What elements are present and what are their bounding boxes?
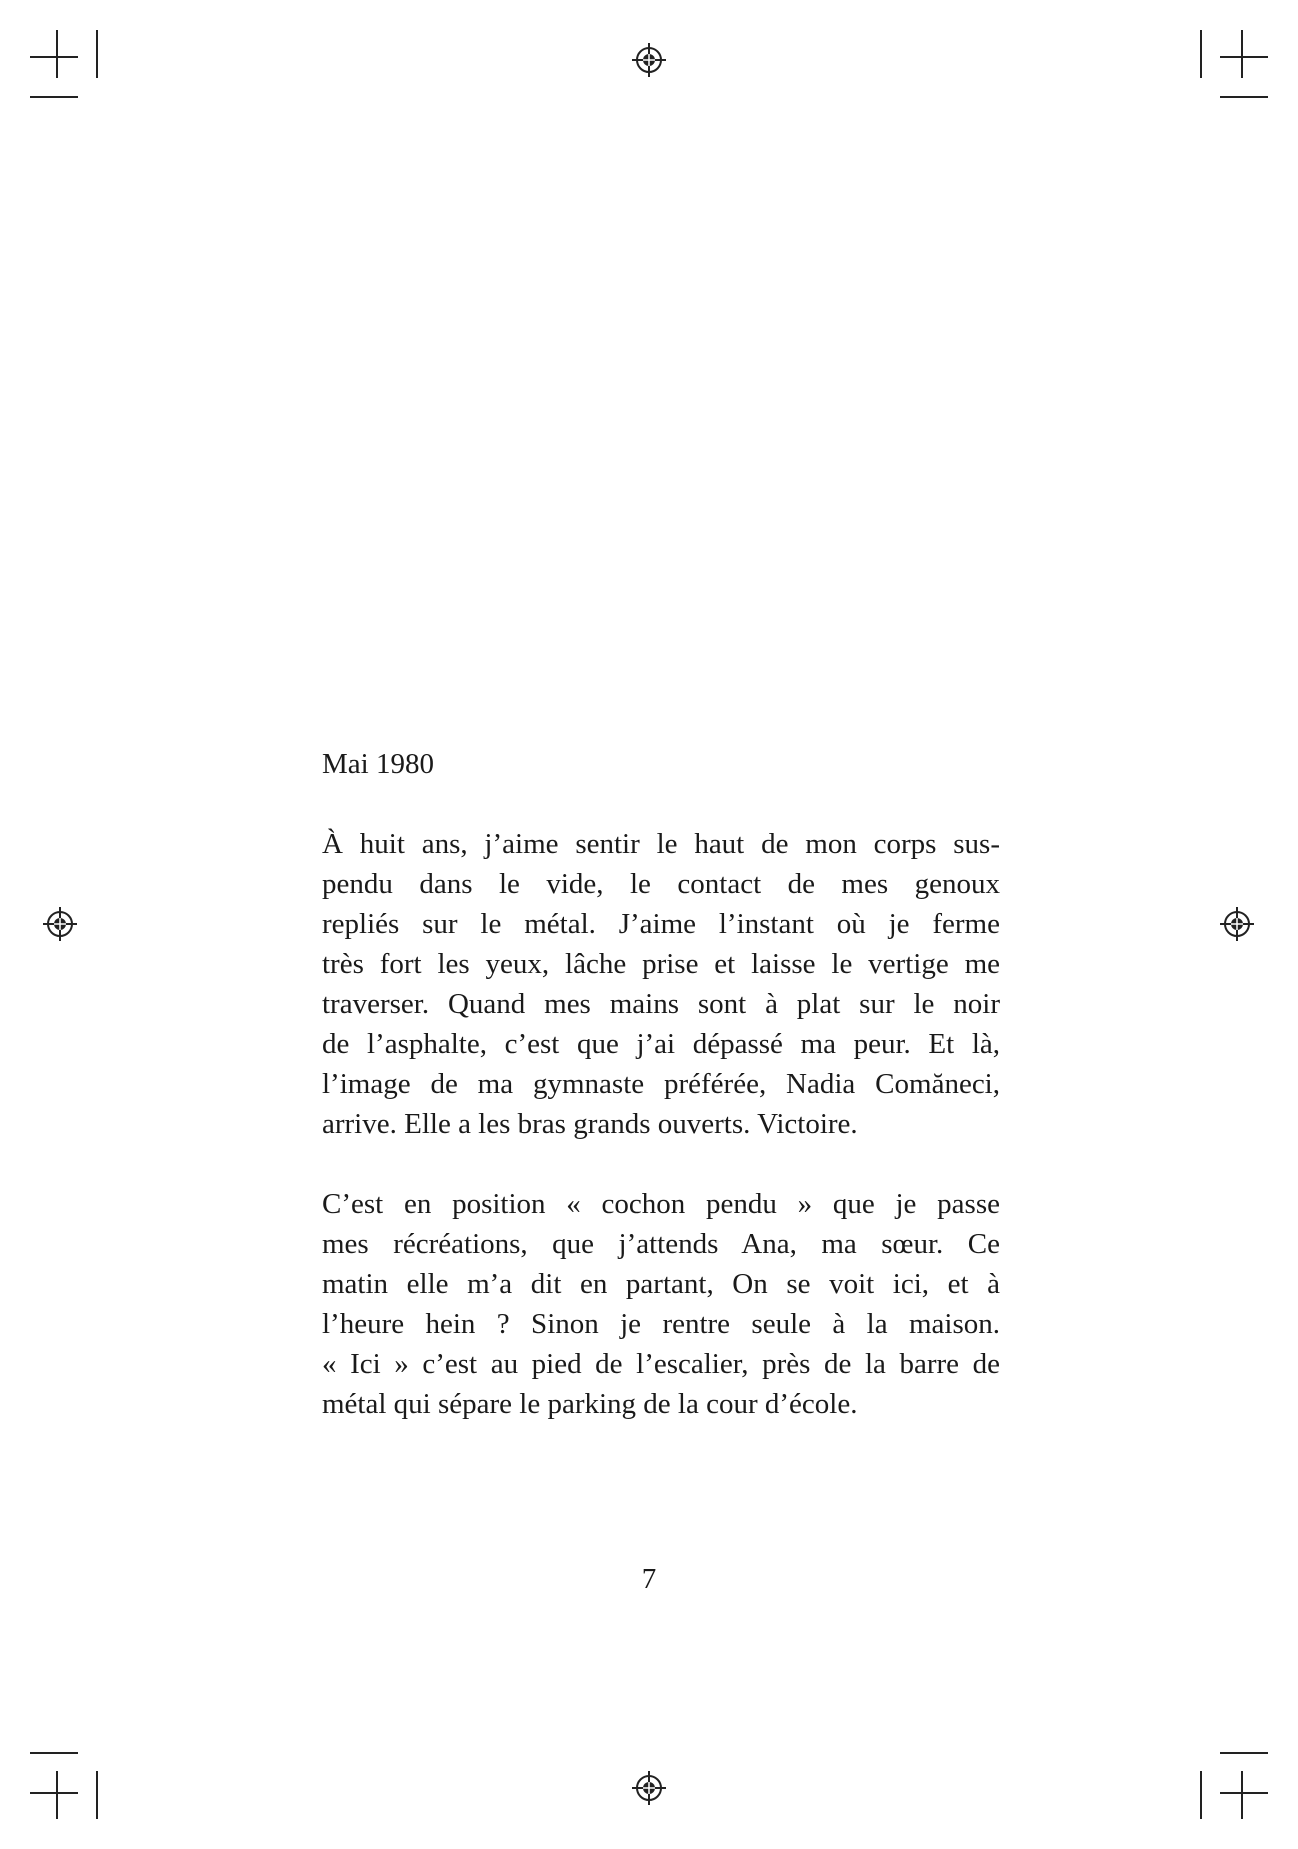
text-line: matin elle m’a dit en partant, On se voit ici, et à xyxy=(322,1268,1000,1300)
registration-target-icon xyxy=(632,43,666,77)
crop-mark xyxy=(1220,96,1268,98)
text-line: « Ici » c’est au pied de l’escalier, près de la barre de xyxy=(322,1348,1000,1380)
body-text xyxy=(322,744,1000,1464)
text-line: traverser. Quand mes mains sont à plat sur le noir xyxy=(322,988,1000,1020)
text-line: À huit ans, j’aime sentir le haut de mon corps sus- xyxy=(322,828,1000,860)
page-number: 7 xyxy=(641,1563,657,1595)
text-line: mes récréations, que j’attends Ana, ma sœur. Ce xyxy=(322,1228,1000,1260)
crop-mark xyxy=(1241,30,1243,78)
text-line: repliés sur le métal. J’aime l’instant où je ferme xyxy=(322,908,1000,940)
crop-mark xyxy=(1241,1771,1243,1819)
text-line: l’heure hein ? Sinon je rentre seule à la maison. xyxy=(322,1308,1000,1340)
crop-mark xyxy=(56,30,58,78)
paragraph-1 xyxy=(322,824,1000,1144)
crop-mark xyxy=(1220,1792,1268,1794)
registration-target-icon xyxy=(43,907,77,941)
text-line: pendu dans le vide, le contact de mes genoux xyxy=(322,868,1000,900)
crop-mark xyxy=(30,96,78,98)
text-line: C’est en position « cochon pendu » que je passe xyxy=(322,1188,1000,1220)
text-line: métal qui sépare le parking de la cour d’école. xyxy=(322,1388,858,1420)
crop-mark xyxy=(30,56,78,58)
crop-mark xyxy=(96,30,98,78)
crop-mark xyxy=(30,1792,78,1794)
text-line: très fort les yeux, lâche prise et laisse le vertige me xyxy=(322,948,1000,980)
text-line: de l’asphalte, c’est que j’ai dépassé ma peur. Et là, xyxy=(322,1028,1000,1060)
crop-mark xyxy=(1200,1771,1202,1819)
text-line: arrive. Elle a les bras grands ouverts. Victoire. xyxy=(322,1108,858,1140)
crop-mark xyxy=(30,1752,78,1754)
crop-mark xyxy=(1220,1752,1268,1754)
date-heading: Mai 1980 xyxy=(322,748,434,780)
crop-mark xyxy=(96,1771,98,1819)
registration-target-icon xyxy=(632,1771,666,1805)
crop-mark xyxy=(1200,30,1202,78)
crop-mark xyxy=(56,1771,58,1819)
text-line: l’image de ma gymnaste préférée, Nadia Comăneci, xyxy=(322,1068,1000,1100)
registration-target-icon xyxy=(1220,907,1254,941)
paragraph-2 xyxy=(322,1184,1000,1424)
crop-mark xyxy=(1220,56,1268,58)
